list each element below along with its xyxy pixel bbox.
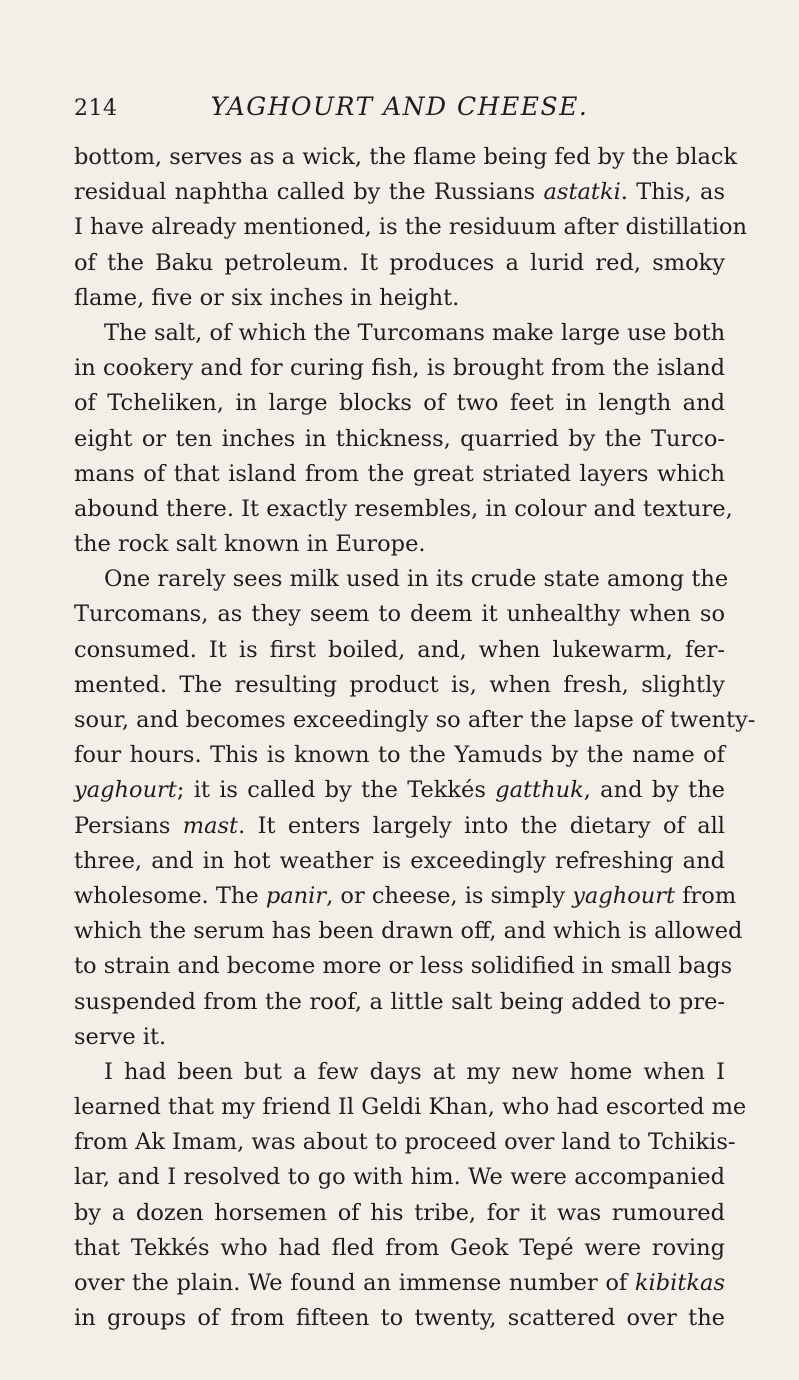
text-line: mented. The resulting product is, when fresh, slightly — [74, 671, 725, 698]
text-segment: . It enters largely into the dietary of all — [238, 812, 726, 839]
text-line: four hours. This is known to the Yamuds by the name of — [74, 742, 725, 769]
text-line: of Tcheliken, in large blocks of two feet in length and — [74, 390, 725, 417]
text-line — [74, 879, 737, 914]
text-line: of the Baku petroleum. It produces a lurid red, smoky — [74, 249, 725, 276]
text-line: sour, and becomes exceedingly so after the lapse of twenty- — [74, 707, 756, 733]
text-line: bottom, serves as a wick, the flame being fed by the black — [74, 144, 738, 170]
italic-term: kibitkas — [634, 1270, 725, 1296]
text-segment: , or cheese, is simply — [326, 882, 573, 909]
text-segment: , and by the — [583, 777, 726, 804]
text-line: in groups of from fifteen to twenty, scattered over the — [74, 1305, 725, 1332]
text-line: The salt, of which the Turcomans make large use both — [104, 319, 726, 346]
text-segment: residual naphtha called by the Russians — [74, 179, 544, 206]
text-line: from Ak Imam, was about to proceed over land to Tchikis- — [74, 1129, 736, 1156]
text-line: Turcomans, as they seem to deem it unhealthy when so — [74, 601, 725, 628]
italic-term: mast — [182, 812, 239, 839]
text-segment: . This, as — [620, 179, 726, 206]
text-segment: over the plain. We found an immense number of — [74, 1270, 635, 1296]
text-line: the rock salt known in Europe. — [74, 531, 426, 558]
italic-term: yaghourt — [572, 882, 676, 909]
text-segment: from — [675, 882, 737, 909]
text-line — [74, 175, 725, 210]
text-line — [74, 809, 725, 844]
page-number: 214 — [74, 96, 118, 121]
text-line: eight or ten inches in thickness, quarried by the Turco- — [74, 425, 725, 452]
text-line: three, and in hot weather is exceedingly refreshing and — [74, 847, 725, 874]
text-line: to strain and become more or less solidified in small bags — [74, 953, 733, 980]
text-line: suspended from the roof, a little salt being added to pre- — [74, 988, 725, 1015]
running-title: YAGHOURT AND CHEESE. — [210, 92, 589, 121]
text-line: that Tekkés who had fled from Geok Tepé were roving — [74, 1234, 725, 1261]
text-segment: wholesome. The — [74, 882, 266, 909]
text-line: flame, five or six inches in height. — [74, 284, 460, 311]
body-text — [74, 140, 756, 1336]
page-header — [74, 88, 725, 128]
text-segment: Persians — [74, 812, 183, 839]
italic-term: astatki — [543, 179, 621, 206]
text-line: in cookery and for curing fish, is brought from the island — [74, 355, 725, 382]
text-line: consumed. It is first boiled, and, when lukewarm, fer- — [74, 636, 725, 663]
text-line: which the serum has been drawn off, and which is allowed — [74, 918, 743, 945]
text-line: I have already mentioned, is the residuum after distillation — [74, 214, 747, 241]
text-line: lar, and I resolved to go with him. We were accompanied — [74, 1164, 725, 1191]
text-line: mans of that island from the great striated layers which — [74, 460, 725, 487]
italic-term: gatthuk — [495, 777, 584, 804]
text-line: by a dozen horsemen of his tribe, for it was rumoured — [74, 1199, 725, 1226]
text-line: I had been but a few days at my new home when I — [104, 1058, 725, 1085]
text-line — [74, 773, 725, 808]
text-line: One rarely sees milk used in its crude state among the — [104, 566, 729, 593]
text-line: learned that my friend Il Geldi Khan, who had escorted me — [74, 1094, 747, 1121]
text-line: serve it. — [74, 1023, 167, 1050]
text-line: abound there. It exactly resembles, in colour and texture, — [74, 495, 733, 522]
italic-term: panir — [265, 882, 327, 909]
text-line — [74, 1266, 725, 1301]
text-segment: ; it is called by the Tekkés — [176, 777, 496, 804]
italic-term: yaghourt — [74, 777, 177, 804]
